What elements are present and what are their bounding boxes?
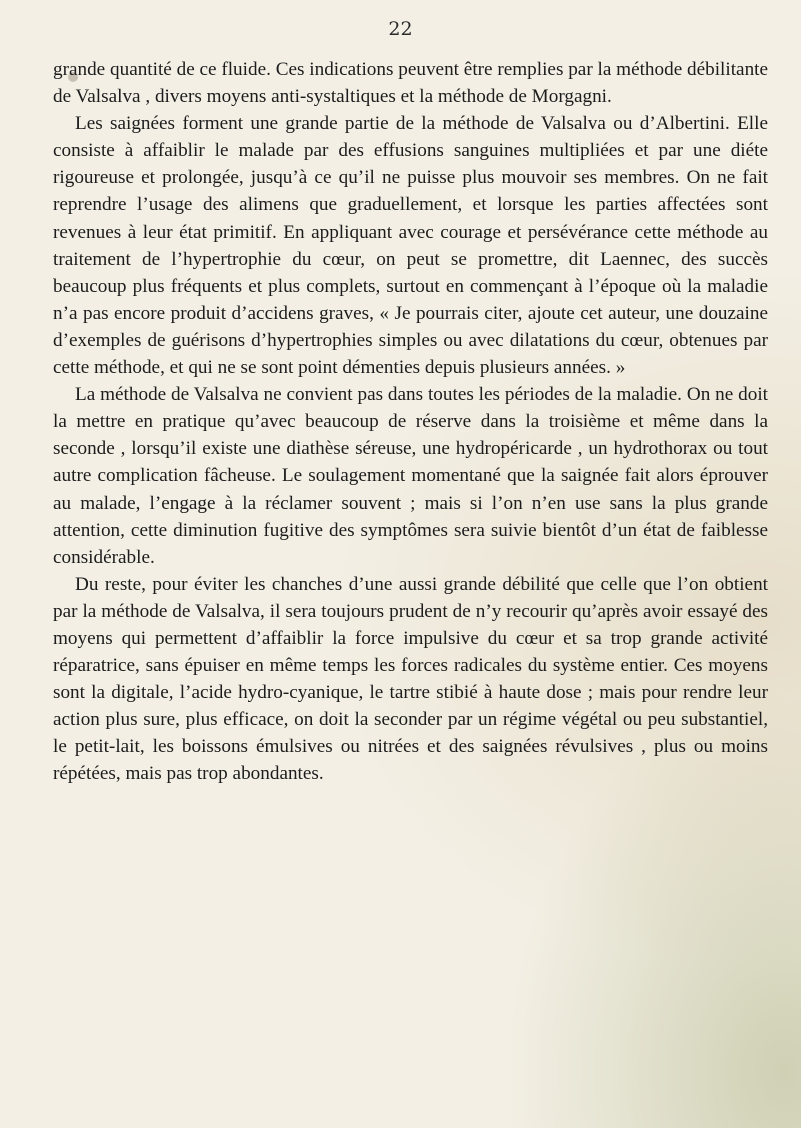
page-number: 22 <box>388 18 413 40</box>
paragraph-1: grande quantité de ce fluide. Ces indications peuvent être remplies par la méthode débilitante de Valsalva , divers moyens anti-systaltiques et la méthode de Morgagni. <box>53 59 769 108</box>
paragraph-4: Du reste, pour éviter les chanches d’une aussi grande débilité que celle que l’on obtient par la méthode de Valsalva, il sera toujours prudent de n’y recourir qu’après avoir essayé des moyens qui permettent d’affaiblir la force impulsive du cœur et sa trop grande activité réparatrice, sans épuiser en même temps les forces radicales du système entier. Ces moyens sont la digitale, l’acide hydro-cyanique, le tartre stibié à haute dose ; mais pour rendre leur action plus sure, plus efficace, on doit la seconder par un régime végétal ou peu substantiel, le petit-lait, les boissons émulsives ou nitrées et des saignées révulsives , plus ou moins répétées, mais pas trop abondantes. <box>53 573 768 785</box>
paragraph-2: Les saignées forment une grande partie de la méthode de Valsalva ou d’Albertini. Elle consiste à affaiblir le malade par des effusions sanguines multipliées et par une diéte rigoureuse et prolongée, jusqu’à ce qu’il ne puisse plus mouvoir ses membres. On ne fait reprendre l’usage des alimens que graduellement, et lorsque les parties affectées sont revenues à leur état primitif. En appliquant avec courage et persévérance cette méthode au traitement de l’hypertrophie du cœur, on peut se promettre, dit Laennec, des succès beaucoup plus fréquents et plus complets, surtout en commençant à l’époque où la maladie n’a pas encore produit d’accidens graves, « Je pourrais citer, ajoute cet auteur, une douzaine d’exemples de guérisons d’hypertrophies simples ou avec dilatations du cœur, obtenues par cette méthode, et qui ne se sont point démenties depuis plusieurs années. » <box>53 113 768 379</box>
paragraph-3: La méthode de Valsalva ne convient pas dans toutes les périodes de la maladie. On ne doit la mettre en pratique qu’avec beaucoup de réserve dans la troisième et même dans la seconde , lorsqu’il existe une diathèse séreuse, une hydropéricarde , un hydrothorax ou tout autre complication fâcheuse. Le soulagement momentané que la saignée fait alors éprouver au malade, l’engage à la réclamer souvent ; mais si l’on n’en use sans la plus grande attention, cette diminution fugitive des symptômes sera suivie bientôt d’un état de faiblesse considérable. <box>53 384 768 568</box>
body-text <box>53 56 768 788</box>
